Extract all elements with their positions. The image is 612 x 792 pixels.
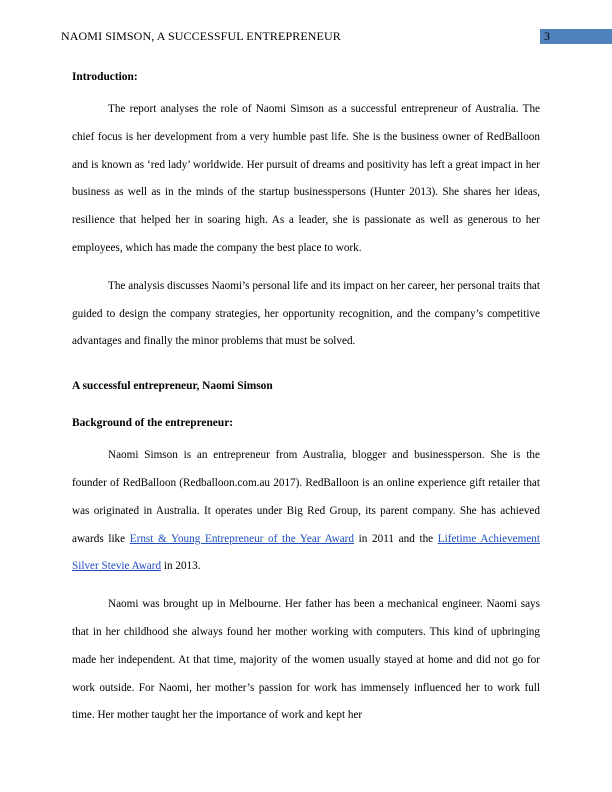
background-paragraph-1 (72, 442, 540, 581)
intro-paragraph-1: The report analyses the role of Naomi Simson as a successful entrepreneur of Australia. The chief focus is her development from a very humble past life. She is the business owner of RedBalloon and is known as ‘red lady’ worldwide. Her pursuit of dreams and positivity has left a great impact in her business as well as in the minds of the startup businesspersons (Hunter 2013). She shares her ideas, resilience that helped her in soaring high. As a leader, she is passionate as well as generous to her employees, which has made the company the best place to work. (72, 103, 540, 254)
page-number: 3 (540, 29, 612, 44)
running-head: NAOMI SIMSON, A SUCCESSFUL ENTREPRENEUR (61, 29, 341, 43)
introduction-heading: Introduction: (72, 71, 138, 83)
document-body (72, 69, 540, 730)
ernst-young-award-link[interactable]: Ernst & Young Entrepreneur of the Year Award (129, 532, 355, 545)
entrepreneur-heading: A successful entrepreneur, Naomi Simson (72, 380, 273, 393)
background-paragraph-2: Naomi was brought up in Melbourne. Her father has been a mechanical engineer. Naomi says that in her childhood she always found her mother working with computers. This kind of upbringing made her independent. At that time, majority of the women usually stayed at home and did not go for work outside. For Naomi, her mother’s passion for work has immensely influenced her to work full time. Her mother taught her the importance of work and kept her (72, 598, 540, 722)
page-header (0, 0, 612, 50)
background-p1-end: in 2013. (161, 560, 201, 573)
background-heading: Background of the entrepreneur: (72, 417, 234, 430)
intro-paragraph-2: The analysis discusses Naomi’s personal life and its impact on her career, her personal traits that guided to design the company strategies, her opportunity recognition, and the company’s competitive advantages and finally the minor problems that must be solved. (72, 279, 540, 348)
stevie-award-link[interactable]: Lifetime Achievement Silver Stevie Award (72, 532, 540, 573)
background-p1-mid: in 2011 and the (354, 532, 438, 545)
background-p1-text: Naomi Simson is an entrepreneur from Australia, blogger and businessperson. She is the founder of RedBalloon (Redballoon.com.au 2017). RedBalloon is an online experience gift retailer that was originated in Australia. It operates under Big Red Group, its parent company. She has achieved awards like (72, 449, 540, 545)
